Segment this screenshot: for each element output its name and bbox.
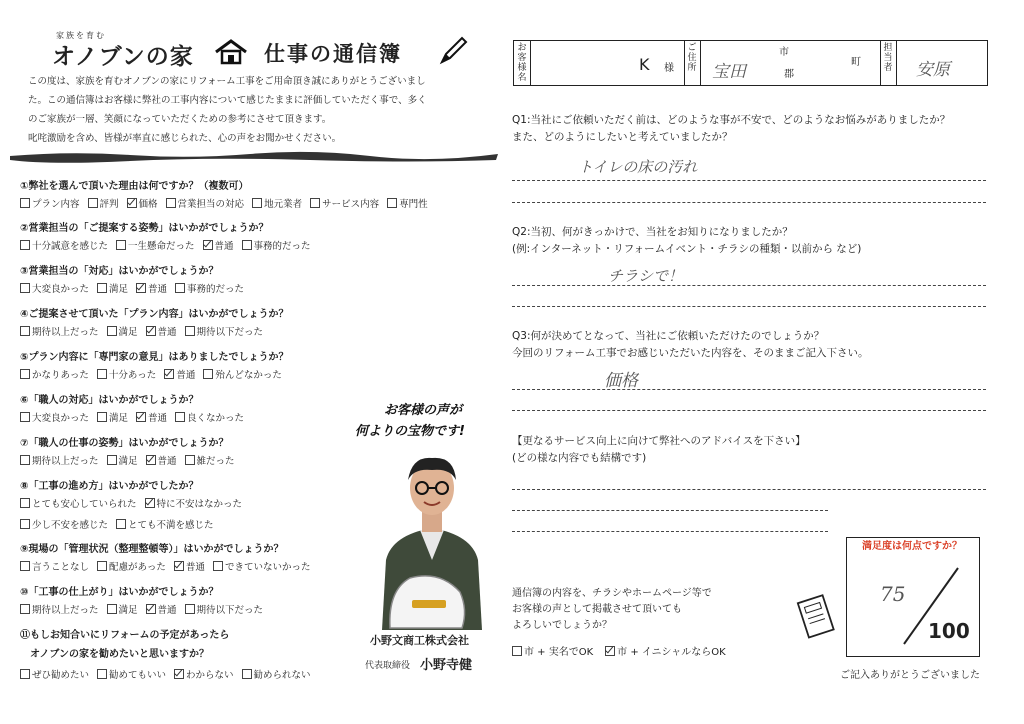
option[interactable]: サービス内容	[310, 196, 379, 210]
q4-line-2: (どの様な内容でも結構です)	[512, 452, 647, 464]
question-9-options	[20, 559, 310, 573]
option[interactable]: 満足	[107, 453, 138, 467]
checkbox-icon[interactable]	[116, 240, 126, 250]
checkbox-icon[interactable]	[20, 604, 30, 614]
satisfaction-max: 100	[928, 619, 970, 643]
checkbox-icon[interactable]	[20, 412, 30, 422]
question-10-options	[20, 602, 263, 616]
intro-line-1: この度は、家族を育むオノブンの家にリフォーム工事をご用命頂き誠にありがとうございまし	[28, 76, 426, 87]
option[interactable]: 期待以下だった	[185, 602, 264, 616]
checkbox-icon[interactable]	[20, 561, 30, 571]
q3-answer[interactable]: 価格	[604, 371, 638, 391]
option[interactable]: 十分あった	[97, 367, 156, 381]
thanks-message: ご記入ありがとうございました	[840, 670, 980, 681]
question-11-options	[20, 667, 311, 681]
publish-question-1: 通信簿の内容を、チラシやホームページ等で	[512, 588, 712, 599]
q2-line-2: (例:インターネット・リフォームイベント・チラシの種類・以前から など)	[512, 243, 862, 255]
option[interactable]: 営業担当の対応	[166, 196, 245, 210]
option[interactable]: 殆んどなかった	[203, 367, 282, 381]
address-label: ご住所	[687, 43, 697, 73]
question-8: ⑧「工事の進め方」はいかがでしたか？	[20, 481, 199, 492]
checkbox-icon[interactable]	[310, 198, 320, 208]
checkbox-icon[interactable]	[20, 519, 30, 529]
option[interactable]: 事務的だった	[175, 281, 244, 295]
question-7: ⑦「職人の仕事の姿勢」はいかがでしょうか？	[20, 438, 229, 449]
checkbox-icon[interactable]	[213, 561, 223, 571]
option[interactable]: 言うことなし	[20, 559, 89, 573]
option[interactable]: 十分誠意を感じた	[20, 238, 108, 252]
option[interactable]: 普通	[146, 602, 177, 616]
answer-line	[512, 489, 986, 490]
customer-name-label: お客様名	[517, 43, 527, 83]
q2-answer[interactable]: チラシで！	[608, 267, 684, 285]
question-5: ⑤プラン内容に「専門家の意見」はありましたでしょうか？	[20, 352, 289, 363]
question-2: ②営業担当の「ご提案する姿勢」はいかがでしょうか？	[20, 223, 269, 234]
checkbox-icon[interactable]	[88, 198, 98, 208]
option[interactable]: 勧めてもいい	[97, 667, 166, 681]
checkbox-icon[interactable]	[174, 669, 184, 679]
publish-options	[512, 643, 726, 658]
q3-line-2: 今回のリフォーム工事でお感じいただいた内容を、そのままご記入下さい。	[512, 347, 869, 359]
checkbox-icon[interactable]	[512, 646, 522, 656]
checkbox-icon[interactable]	[20, 198, 30, 208]
checkbox-icon[interactable]	[146, 326, 156, 336]
checkbox-icon[interactable]	[146, 604, 156, 614]
option[interactable]: 期待以上だった	[20, 324, 99, 338]
checkbox-icon[interactable]	[252, 198, 262, 208]
answer-line	[512, 180, 986, 181]
question-4: ④ご提案させて頂いた「プラン内容」はいかがでしょうか？	[20, 309, 289, 320]
option[interactable]: とても安心していられた	[20, 496, 137, 510]
option[interactable]: 雑だった	[185, 453, 235, 467]
option[interactable]: 良くなかった	[175, 410, 244, 424]
option[interactable]: 満足	[107, 324, 138, 338]
publish-option-initial[interactable]: 市 + イニシャルならOK	[605, 643, 726, 658]
option[interactable]: 満足	[107, 602, 138, 616]
checkbox-icon[interactable]	[127, 198, 137, 208]
answer-line	[512, 306, 986, 307]
customer-name-value[interactable]: K	[639, 55, 650, 74]
checkbox-icon[interactable]	[20, 240, 30, 250]
q1-line-1: Q1:当社にご依頼いただく前は、どのような事が不安で、どのようなお悩みがありましたか？	[512, 114, 951, 126]
question-3-options	[20, 281, 244, 295]
option[interactable]: ぜひ勧めたい	[20, 667, 89, 681]
option[interactable]: 大変良かった	[20, 281, 89, 295]
publish-option-realname[interactable]: 市 + 実名でOK	[512, 643, 593, 658]
voice-slogan-2: 何よりの宝物です!	[355, 424, 465, 439]
checkbox-icon[interactable]	[387, 198, 397, 208]
ceo-name: 小野寺健	[420, 658, 473, 673]
staff-label: 担当者	[883, 43, 893, 73]
question-2-options	[20, 238, 311, 252]
checkbox-icon[interactable]	[175, 412, 185, 422]
q1-answer[interactable]: トイレの床の汚れ	[578, 158, 698, 176]
checkbox-icon[interactable]	[242, 669, 252, 679]
question-8-options-row2	[20, 517, 214, 531]
publish-question-2: お客様の声として掲載させて頂いても	[512, 604, 682, 615]
sama-label: 様	[664, 63, 674, 74]
checkbox-icon[interactable]	[164, 369, 174, 379]
answer-line	[512, 510, 828, 511]
option[interactable]: 普通	[203, 238, 234, 252]
logo-tagline: 家族を育む	[56, 31, 106, 40]
option[interactable]: 地元業者	[252, 196, 302, 210]
ceo-photo-illustration	[372, 450, 492, 630]
question-6: ⑥「職人の対応」はいかがでしょうか？	[20, 395, 199, 406]
voice-slogan-1: お客様の声が	[384, 403, 463, 418]
ceo-role: 代表取締役	[365, 661, 411, 671]
option[interactable]: 満足	[97, 281, 128, 295]
answer-line	[512, 531, 828, 532]
q4-line-1: 【更なるサービス向上に向けて弊社へのアドバイスを下さい】	[512, 435, 806, 447]
option[interactable]: 満足	[97, 410, 128, 424]
page-title: 仕事の通信簿	[264, 42, 402, 66]
checkbox-icon[interactable]	[116, 519, 126, 529]
customer-info-table	[513, 40, 988, 86]
option[interactable]: 一生懸命だった	[116, 238, 195, 252]
option[interactable]: プラン内容	[20, 196, 80, 210]
intro-line-3: のご家族が一層、笑顔になっていただくための参考にさせて頂きます。	[28, 114, 332, 125]
checkbox-icon[interactable]	[136, 412, 146, 422]
answer-line	[512, 285, 986, 286]
logo-text: オノブンの家	[52, 44, 194, 70]
checkbox-icon[interactable]	[97, 412, 107, 422]
brush-divider	[10, 150, 498, 164]
option[interactable]: わからない	[174, 667, 234, 681]
option[interactable]: 普通	[146, 324, 177, 338]
checkbox-icon[interactable]	[20, 669, 30, 679]
option[interactable]: 評判	[88, 196, 119, 210]
checkbox-icon[interactable]	[203, 240, 213, 250]
checkbox-icon[interactable]	[242, 240, 252, 250]
question-10: ⑩「工事の仕上がり」はいかがでしょうか？	[20, 587, 219, 598]
option[interactable]: 価格	[127, 196, 158, 210]
checkbox-icon[interactable]	[97, 561, 107, 571]
satisfaction-score[interactable]: 75	[880, 582, 906, 606]
option[interactable]: 勧められない	[242, 667, 311, 681]
checkbox-icon[interactable]	[107, 326, 117, 336]
company-name: 小野文商工株式会社	[370, 634, 469, 647]
option[interactable]: 事務的だった	[242, 238, 311, 252]
q1-line-2: また、どのようにしたいと考えていましたか？	[512, 131, 733, 143]
checkbox-icon[interactable]	[20, 326, 30, 336]
town-label: 町	[851, 57, 861, 68]
house-icon	[214, 39, 248, 65]
report-book-icon	[795, 592, 839, 642]
checkbox-icon[interactable]	[107, 455, 117, 465]
satisfaction-label: 満足度は何点ですか？	[862, 541, 962, 552]
checkbox-icon[interactable]	[146, 455, 156, 465]
option[interactable]: 期待以上だった	[20, 602, 99, 616]
checkbox-icon[interactable]	[107, 604, 117, 614]
option[interactable]: 普通	[146, 453, 177, 467]
checkbox-icon[interactable]	[174, 561, 184, 571]
option[interactable]: かなりあった	[20, 367, 89, 381]
question-1-options	[20, 196, 428, 210]
option[interactable]: とても不満を感じた	[116, 517, 214, 531]
option[interactable]: 専門性	[387, 196, 428, 210]
intro-line-2: た。この通信簿はお客様に弊社の工事内容について感じたままに評価していただく事で、多く	[28, 95, 427, 106]
question-1: ①弊社を選んで頂いた理由は何ですか？（複数可）	[20, 181, 249, 192]
option[interactable]: 普通	[164, 367, 195, 381]
checkbox-icon[interactable]	[136, 283, 146, 293]
question-6-options	[20, 410, 244, 424]
pencil-icon	[438, 36, 468, 66]
option[interactable]: 普通	[174, 559, 205, 573]
checkbox-icon[interactable]	[20, 455, 30, 465]
question-4-options	[20, 324, 263, 338]
option[interactable]: 期待以下だった	[185, 324, 264, 338]
answer-line	[512, 202, 986, 203]
city-label: 市	[779, 47, 789, 58]
checkbox-icon[interactable]	[20, 498, 30, 508]
checkbox-icon[interactable]	[20, 369, 30, 379]
checkbox-icon[interactable]	[175, 283, 185, 293]
checkbox-icon[interactable]	[97, 283, 107, 293]
checkbox-icon[interactable]	[166, 198, 176, 208]
option[interactable]: 普通	[136, 410, 167, 424]
checkbox-icon[interactable]	[20, 283, 30, 293]
question-7-options	[20, 453, 235, 467]
county-label: 郡	[784, 69, 794, 80]
checkbox-icon[interactable]	[145, 498, 155, 508]
question-5-options	[20, 367, 282, 381]
staff-handwritten[interactable]: 安原	[916, 60, 950, 80]
option[interactable]: 普通	[136, 281, 167, 295]
checkbox-icon[interactable]	[97, 669, 107, 679]
answer-line	[512, 410, 986, 411]
checkbox-icon[interactable]	[185, 326, 195, 336]
question-11: ⑪もしお知合いにリフォームの予定があったら	[20, 630, 230, 641]
option[interactable]: 大変良かった	[20, 410, 89, 424]
checkbox-icon[interactable]	[97, 369, 107, 379]
question-8-options	[20, 496, 242, 510]
checkbox-icon[interactable]	[185, 455, 195, 465]
option[interactable]: 特に不安はなかった	[145, 496, 243, 510]
question-11-line2: オノブンの家を勧めたいと思いますか？	[20, 649, 209, 660]
checkbox-icon[interactable]	[185, 604, 195, 614]
q2-line-1: Q2:当初、何がきっかけで、当社をお知りになりましたか？	[512, 226, 793, 238]
intro-line-4: 叱咤激励を含め、皆様が率直に感じられた、心の声をお聞かせください。	[28, 133, 342, 144]
question-9: ⑨現場の「管理状況（整理整頓等）」はいかがでしょうか？	[20, 544, 284, 555]
question-3: ③営業担当の「対応」はいかがでしょうか？	[20, 266, 219, 277]
option[interactable]: 期待以上だった	[20, 453, 99, 467]
option[interactable]: できていないかった	[213, 559, 311, 573]
checkbox-icon[interactable]	[203, 369, 213, 379]
option[interactable]: 配慮があった	[97, 559, 166, 573]
q3-line-1: Q3:何が決めてとなって、当社にご依頼いただけたのでしょうか？	[512, 330, 825, 342]
address-handwritten[interactable]: 宝田	[712, 62, 746, 82]
option[interactable]: 少し不安を感じた	[20, 517, 108, 531]
publish-question-3: よろしいでしょうか？	[512, 620, 612, 631]
checkbox-icon[interactable]	[605, 646, 615, 656]
answer-line	[512, 389, 986, 390]
